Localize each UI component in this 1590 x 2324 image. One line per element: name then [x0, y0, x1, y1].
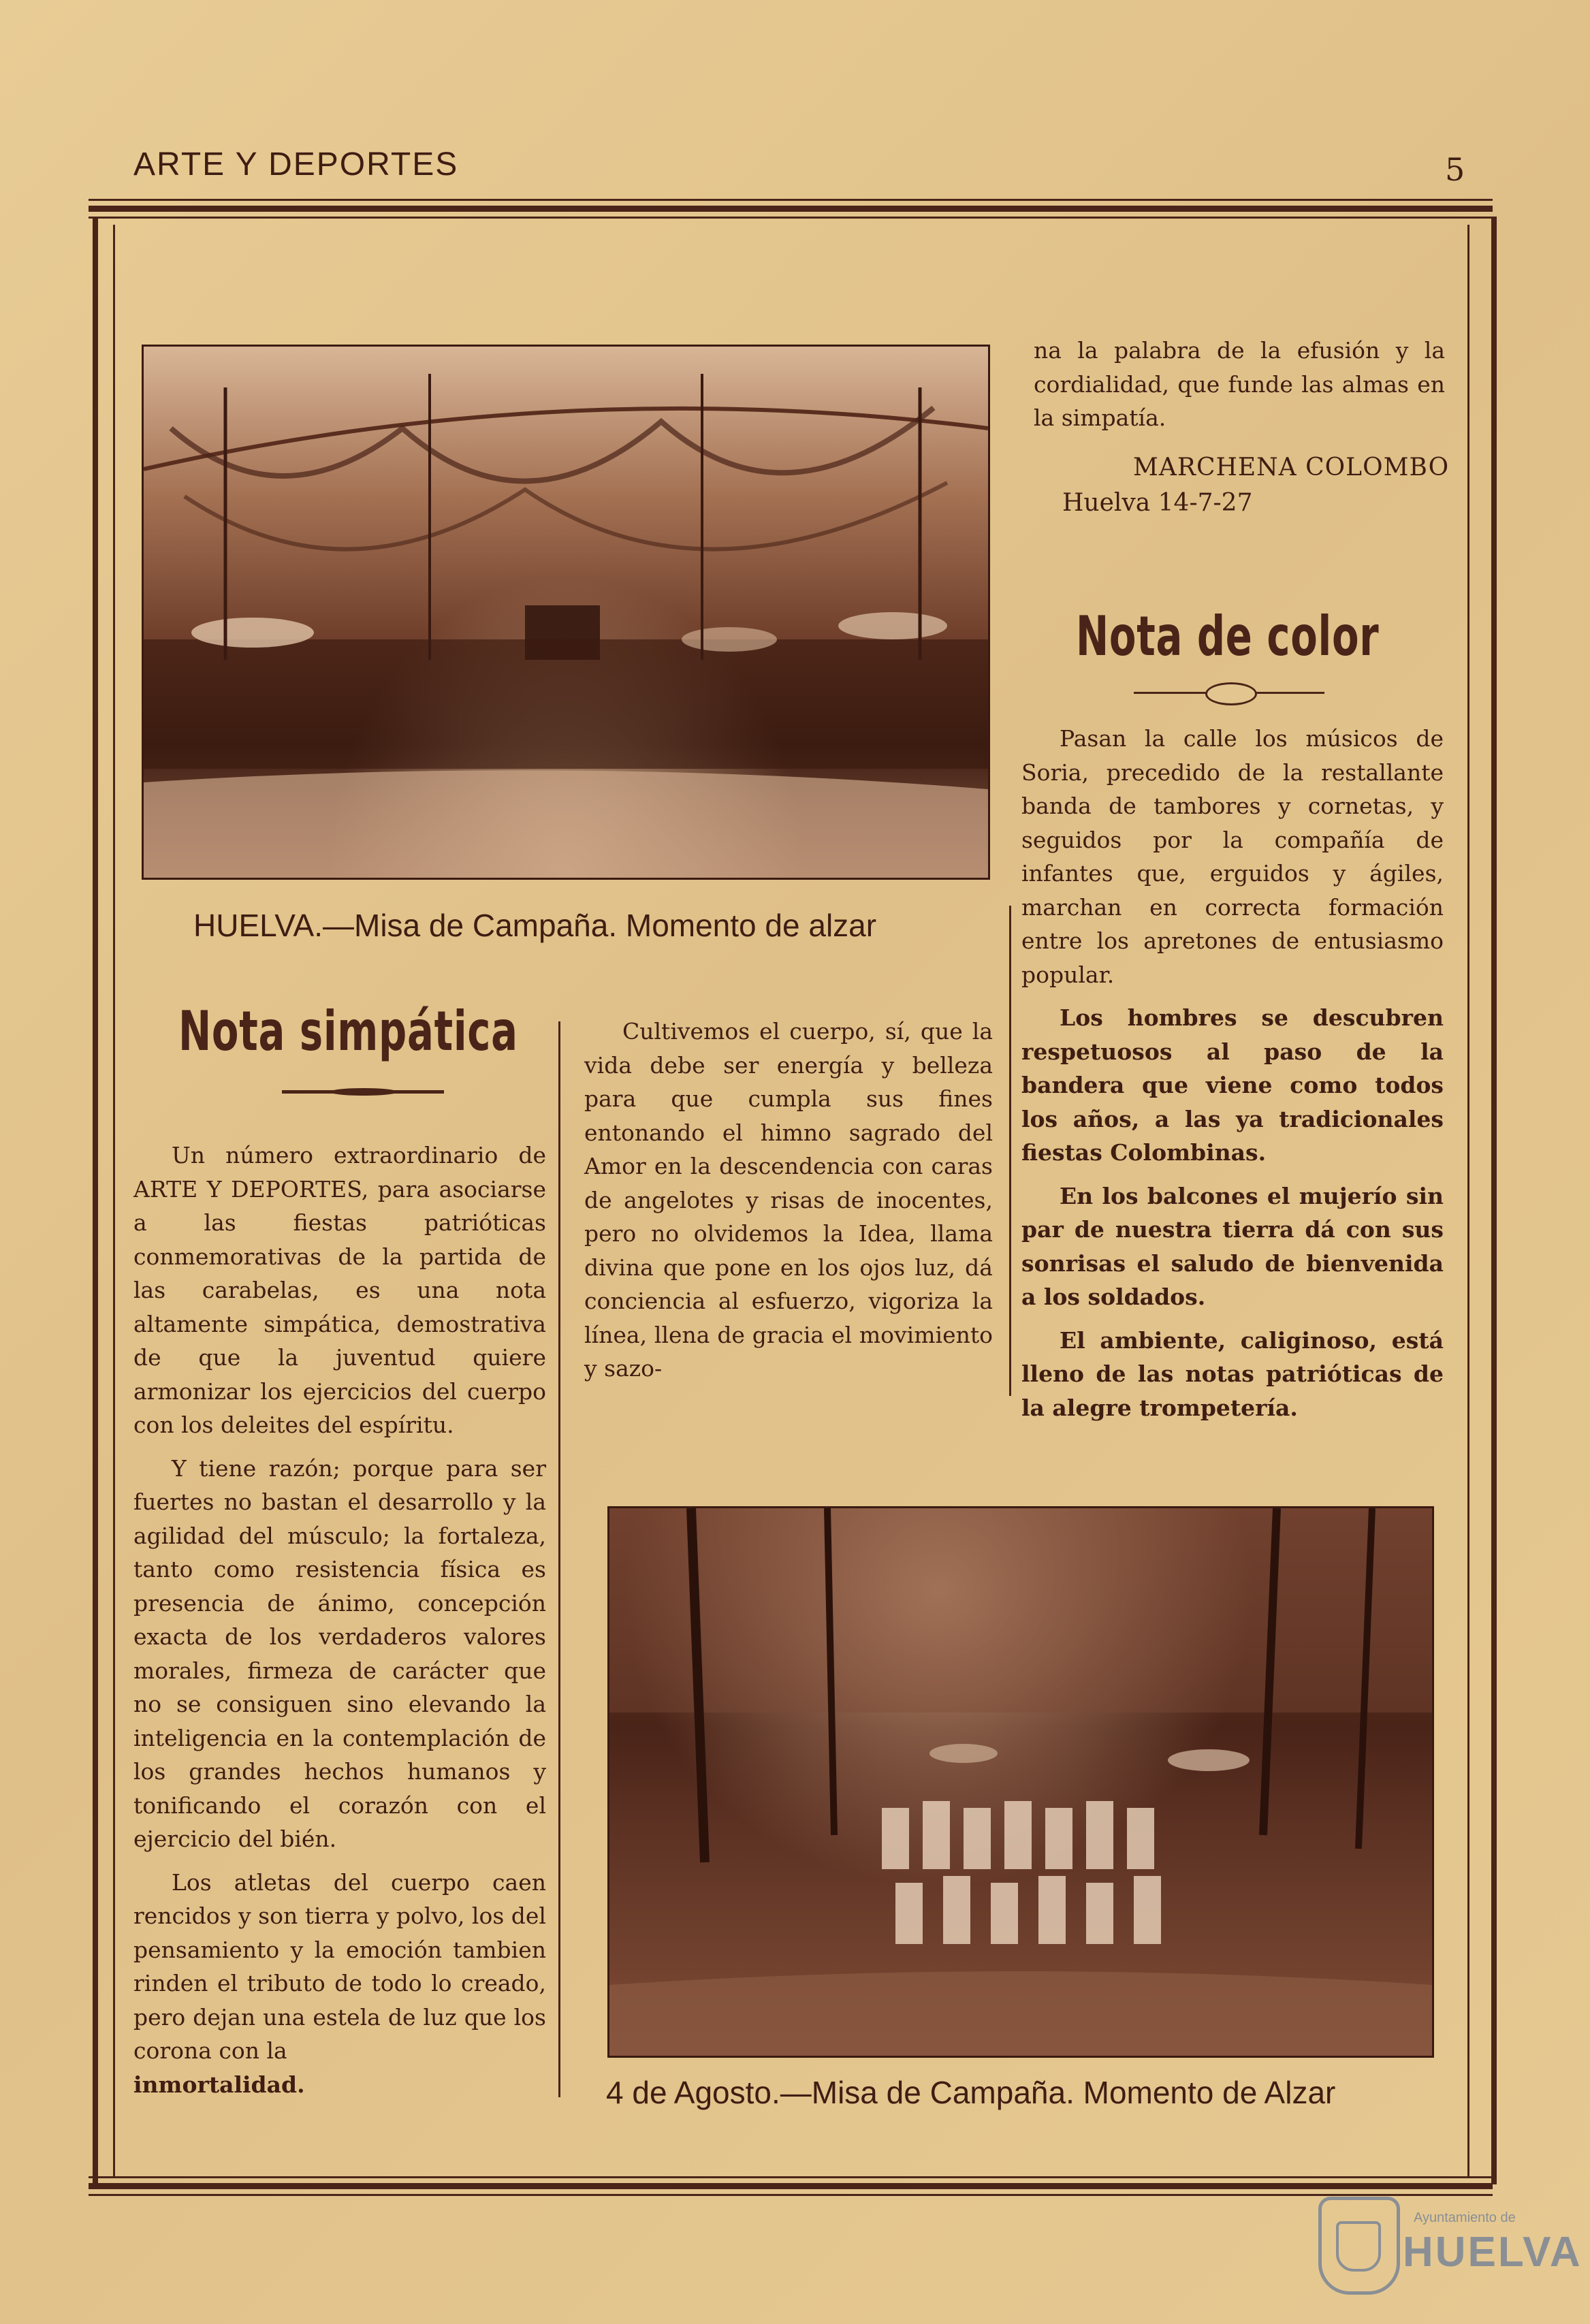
- running-title: ARTE Y DEPORTES: [133, 146, 459, 182]
- ornament-center: [1205, 682, 1257, 705]
- page-number: 5: [1445, 151, 1465, 188]
- color-paragraph-3: En los balcones el mujerío sin par de nuestra tierra dá con sus sonrisas el saludo de bienvenida a los soldados.: [1021, 1182, 1444, 1310]
- column-divider-left: [558, 1021, 560, 2097]
- simpatica-paragraph-4: inmortalidad.: [133, 2071, 305, 2098]
- footer-rule-thick: [89, 2183, 1493, 2189]
- watermark-line-2: HUELVA: [1403, 2229, 1583, 2276]
- watermark-line-1: Ayuntamiento de: [1414, 2210, 1516, 2225]
- color-paragraph-4: El ambiente, caliginoso, está lleno de las notas patrióticas de la alegre trompetería.: [1021, 1326, 1444, 1421]
- headline-nota-de-color: Nota de color: [1076, 605, 1380, 668]
- photo-caption-top: HUELVA.—Misa de Campaña. Momento de alzar: [193, 908, 877, 943]
- article-continuation-top-right: [1034, 334, 1445, 435]
- headline-nota-simpatica: Nota simpática: [178, 1000, 518, 1063]
- footer-rule-thin: [89, 2176, 1493, 2178]
- photo-mass-bottom: [607, 1506, 1434, 2058]
- photo-mass-bottom-illustration: [609, 1508, 1432, 2056]
- simpatica-paragraph-3: Los atletas del cuerpo caen rencidos y son tierra y polvo, los del pensamiento y la emoción tambien rinden el tributo de todo lo creado, pero dejan una estela de luz que los corona con la: [133, 1868, 546, 2064]
- color-paragraph-1: Pasan la calle los músicos de Soria, precedido de la restallante banda de tambores y cornetas, y seguidos por la compañía de infantes que, erguidos y ágiles, marchan en correcta formación entre los apretones de entusiasmo popular.: [1021, 725, 1444, 988]
- color-paragraph-2: Los hombres se descubren respetuosos al paso de la bandera que viene como todos los años, a las ya tradicionales fiestas Colombinas.: [1021, 1004, 1444, 1166]
- headline-ornament-simpatica: [282, 1090, 444, 1094]
- article-nota-simpatica: [133, 1139, 546, 2101]
- photo-mass-top: [142, 345, 990, 880]
- simpatica-paragraph-1: Un número extraordinario de ARTE Y DEPORTES, para asociarse a las fiestas patrióticas conmemorativas de la partida de las carabelas, es una nota altamente simpática, demostrativa de que la juventud quiere armonizar los ejercicios del cuerpo con los deleites del espíritu.: [133, 1142, 546, 1438]
- header-rule-thin: [89, 199, 1493, 201]
- article-dateline: Huelva 14-7-27: [1062, 489, 1253, 517]
- footer-rule-thin-2: [89, 2194, 1493, 2196]
- article-author: MARCHENA COLOMBO: [1133, 453, 1450, 481]
- photo-caption-bottom: 4 de Agosto.—Misa de Campaña. Momento de Alzar: [606, 2075, 1336, 2110]
- photo-mass-top-illustration: [144, 347, 988, 878]
- simpatica-paragraph-2: Y tiene razón; porque para ser fuertes no bastan el desarrollo y la agilidad del músculo; la fortaleza, tanto como resistencia física es presencia de ánimo, concepción exacta de los verdaderos valores morales, firmeza de carácter que no se consiguen sino elevando la inteligencia en la contemplación de los grandes hechos humanos y tonificando el corazón con el ejercicio del bién.: [133, 1454, 546, 1852]
- continuation-paragraph: na la palabra de la efusión y la cordialidad, que funde las almas en la simpatía.: [1034, 337, 1445, 431]
- article-nota-de-color: [1021, 722, 1444, 1424]
- column-divider-right: [1009, 906, 1011, 1396]
- article-continuation-middle: [584, 1015, 993, 1386]
- huelva-seal-inner: [1336, 2221, 1381, 2272]
- continuation-paragraph-mid: Cultivemos el cuerpo, sí, que la vida debe ser energía y belleza para que cumpla sus fines entonando el himno sagrado del Amor en la descendencia con caras de angelotes y risas de inocentes, pero no olvidemos la Idea, llama divina que pone en los ojos luz, dá conciencia al esfuerzo, vigoriza la línea, llena de gracia el movimiento y sazo-: [584, 1018, 993, 1382]
- header-rule-thick: [89, 206, 1493, 212]
